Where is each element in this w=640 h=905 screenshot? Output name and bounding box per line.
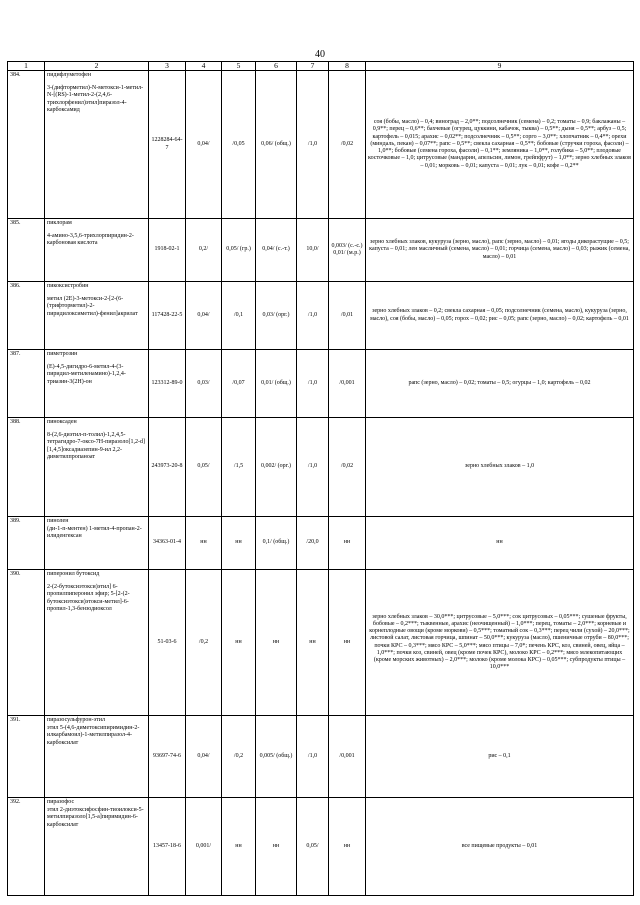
substance-cell xyxy=(45,219,149,282)
row-number: 388. xyxy=(8,418,45,517)
row-number: 392. xyxy=(8,798,45,896)
header-row xyxy=(8,62,634,71)
chemical-name: 8-(2,6-диэтил-п-толил)-1,2,4,5-тетрагидро-7-оксо-7H-пиразоло[1,2-d][1,4,5]оксадиазепин-9-ил 2,2-диметилпропаноат xyxy=(47,432,145,460)
column-header: 1 xyxy=(8,62,45,71)
chemical-name: 3-(дифторметил)-N-метокси-1-метил-N-[(RS)-1-метил-2-(2,4,6-трихлорфенил)этил]пиразол-4-карбоксамид xyxy=(47,85,144,113)
value-cell: /1,5 xyxy=(222,418,256,517)
residue-limits: зерно хлебных злаков – 1,0 xyxy=(366,418,634,517)
chemical-name: этил 5-(4,6-диметоксипиримидин-2-илкарбамоил)-1-метилпиразол-4-карбоксилат xyxy=(47,725,140,746)
table-row xyxy=(8,570,634,716)
substance-name: пиметрозин xyxy=(47,351,78,357)
substance-cell xyxy=(45,798,149,896)
substance-name: пинолен xyxy=(47,518,69,524)
substance-name: пиклорам xyxy=(47,220,72,226)
value-cell: 0,2/ xyxy=(186,219,222,282)
table-row xyxy=(8,282,634,350)
value-cell: нн xyxy=(222,570,256,716)
substance-cell xyxy=(45,517,149,570)
table-row xyxy=(8,517,634,570)
row-number: 385. xyxy=(8,219,45,282)
value-cell: 0,05/ (гр.) xyxy=(222,219,256,282)
substance-cell xyxy=(45,418,149,517)
value-cell: /0,001 xyxy=(329,350,366,418)
value-cell: /0,01 xyxy=(329,282,366,350)
table-row xyxy=(8,798,634,896)
value-cell: /0,07 xyxy=(222,350,256,418)
residue-limits: зерно хлебных злаков – 0,2; свекла сахарная – 0,05; подсолнечник (семена, масло), кукуруза (зерно, масло), соя (бобы, масло) – 0,05; горох – 0,02; рис – 0,05; рапс (зерно, масло) – 0,02; картофель – 0,01 xyxy=(366,282,634,350)
value-cell: /1,0 xyxy=(297,282,329,350)
value-cell: /0,001 xyxy=(329,716,366,798)
page-number: 40 xyxy=(315,49,325,60)
chemical-name: 2-(2-бутоксиэтокси)этил] 6-пропилпиперонил эфир; 5-[2-(2-бутоксиэтокси)этокси-метил]-6-пропил-1,3-бензодиоксол xyxy=(47,584,130,612)
cas-number: 1918-02-1 xyxy=(149,219,186,282)
table-row xyxy=(8,418,634,517)
value-cell: /1,0 xyxy=(297,71,329,219)
value-cell: нн xyxy=(256,798,297,896)
value-cell: 0,005/ (общ.) xyxy=(256,716,297,798)
row-number: 390. xyxy=(8,570,45,716)
residue-limits: нн xyxy=(366,517,634,570)
cas-number: 123312-89-0 xyxy=(149,350,186,418)
value-cell: 0,003/ (с.-с.) 0,01/ (м.р.) xyxy=(329,219,366,282)
value-cell: нн xyxy=(329,570,366,716)
row-number: 389. xyxy=(8,517,45,570)
value-cell: нн xyxy=(297,570,329,716)
value-cell: /1,0 xyxy=(297,418,329,517)
cas-number: 243973-20-8 xyxy=(149,418,186,517)
value-cell: /20,0 xyxy=(297,517,329,570)
chemical-name: 4-амино-3,5,6-трихлорпиридин-2-карбоновая кислота xyxy=(47,233,134,247)
substance-cell xyxy=(45,282,149,350)
value-cell: 0,06/ (общ.) xyxy=(256,71,297,219)
value-cell: /0,2 xyxy=(186,570,222,716)
row-number: 387. xyxy=(8,350,45,418)
chemical-name: этил 2-диэтоксифосфин-тиоилокси-5-метилпиразоло[1,5-a]пиримидин-6-карбоксилат xyxy=(47,807,144,828)
residue-limits: зерно хлебных злаков, кукуруза (зерно, масло), рапс (зерно, масло) – 0,01; ягоды дикорастущие – 0,5; капуста – 0,01; лен масличный (семена, масло) – 0,01; горчица (семена, масло) – 0,03; рыжик (семена, масло) – 0,01 xyxy=(366,219,634,282)
column-header: 9 xyxy=(366,62,634,71)
substance-cell xyxy=(45,570,149,716)
value-cell: нн xyxy=(222,517,256,570)
substance-name: пиноксаден xyxy=(47,419,77,425)
chemical-name: метил (2E)-3-метокси-2-[2-(6-(трифторметил)-2-пиридилоксиметил)-фенил]акрилат xyxy=(47,296,138,317)
value-cell: 0,04/ xyxy=(186,71,222,219)
value-cell: нн xyxy=(329,517,366,570)
cas-number: 51-03-6 xyxy=(149,570,186,716)
value-cell: 0,03/ (орг.) xyxy=(256,282,297,350)
substance-cell xyxy=(45,71,149,219)
column-header: 4 xyxy=(186,62,222,71)
value-cell: нн xyxy=(329,798,366,896)
column-header: 2 xyxy=(45,62,149,71)
value-cell: 0,1/ (общ.) xyxy=(256,517,297,570)
table-row xyxy=(8,71,634,219)
row-number: 386. xyxy=(8,282,45,350)
cas-number: 93697-74-6 xyxy=(149,716,186,798)
value-cell: /1,0 xyxy=(297,716,329,798)
residue-limits: зерно хлебных злаков – 30,0***; цитрусовые – 5,0***; сок цитрусовых – 0,05***; сушеные фрукты, бобовые – 0,2***; тыквенные, арахис (неочищенный) – 1,0***; перец, томаты – 2,0***; корневые и корнеплодные овощи (кроме моркови) – 0,5***; томатный сок – 0,3***; перец чили (сухой) – 20,0***; листовой салат, листовая горчица, шпинат – 50,0***; кукуруза (масло), пшеничные отруби – 80,0***; почки КРС – 0,3***; мясо КРС – 5,0***; мясо птицы – 7,0*; печень КРС, коз, свиней, овец, яйца – 1,0***; почки коз, свиней, овец (кроме почек КРС), молоко КРС – 0,2***; мясо млекопитающих (кроме морских животных) – 2,0***; молоко (кроме молока КРС) – 0,05***; субпродукты птицы – 10,0*** xyxy=(366,570,634,716)
column-header: 6 xyxy=(256,62,297,71)
value-cell: 0,05/ xyxy=(297,798,329,896)
row-number: 391. xyxy=(8,716,45,798)
value-cell: /0,1 xyxy=(222,282,256,350)
residue-limits: все пищевые продукты – 0,01 xyxy=(366,798,634,896)
chemical-name: (E)-4,5-дигидро-6-метил-4-(3-пиридил-метиленамино)-1,2,4-триазин-3(2H)-он xyxy=(47,364,126,385)
row-number: 384. xyxy=(8,71,45,219)
cas-number: 13457-18-6 xyxy=(149,798,186,896)
value-cell: 10,0/ xyxy=(297,219,329,282)
cas-number: 117428-22-5 xyxy=(149,282,186,350)
cas-number: 1228284-64-7 xyxy=(149,71,186,219)
table-row xyxy=(8,350,634,418)
value-cell: нн xyxy=(256,570,297,716)
substance-cell xyxy=(45,350,149,418)
value-cell: 0,01/ (общ.) xyxy=(256,350,297,418)
substance-name: пидифлуметофен xyxy=(47,72,92,78)
substance-name: пиразофос xyxy=(47,799,75,805)
value-cell: нн xyxy=(222,798,256,896)
residue-limits: рапс (зерно, масло) – 0,02; томаты – 0,5; огурцы – 1,0; картофель – 0,02 xyxy=(366,350,634,418)
value-cell: 0,03/ xyxy=(186,350,222,418)
column-header: 7 xyxy=(297,62,329,71)
column-header: 5 xyxy=(222,62,256,71)
value-cell: 0,04/ xyxy=(186,716,222,798)
value-cell: /0,02 xyxy=(329,418,366,517)
value-cell: /0,2 xyxy=(222,716,256,798)
value-cell: /0,05 xyxy=(222,71,256,219)
value-cell: 0,04/ (с.-т.) xyxy=(256,219,297,282)
residue-limits: рис – 0,1 xyxy=(366,716,634,798)
value-cell: 0,002/ (орг.) xyxy=(256,418,297,517)
data-table xyxy=(7,61,634,896)
value-cell: /1,0 xyxy=(297,350,329,418)
column-header: 3 xyxy=(149,62,186,71)
substance-name: пиперонил бутоксид xyxy=(47,571,100,577)
residue-limits: соя (бобы, масло) – 0,4; виноград – 2,0**; подсолнечник (семена) – 0,2; томаты – 0,9; баклажаны – 0,9**; перец – 0,6**; бахчевые (огурец, цуккини, кабачок, тыква) – 0,5**; дыня – 0,5**; арбуз – 0,5; картофель – 0,015; арахис – 0,02**; подсолнечник – 0,5**; сорго – 3,0**; хлопчатник – 0,4**; орехи (миндаль, пекан) – 0,07**; рапс – 0,5**; свекла сахарная – 0,5**; бобовые (стручки гороха, фасоли) – 1,0**; бобовые (семена гороха, фасоли) – 0,1**; земляника – 1,0**, голубика – 5,0**; плодовые косточковые – 1,0; цитрусовые (мандарин, апельсин, лимон, грейпфрут) – 1,0**; зерно хлебных злаков – 0,01; морковь – 0,01; капуста – 0,01; лук – 0,01; кофе – 0,2** xyxy=(366,71,634,219)
substance-name: пикоксистробин xyxy=(47,283,89,289)
value-cell: нн xyxy=(186,517,222,570)
column-header: 8 xyxy=(329,62,366,71)
value-cell: /0,02 xyxy=(329,71,366,219)
table-row xyxy=(8,219,634,282)
table-row xyxy=(8,716,634,798)
value-cell: 0,001/ xyxy=(186,798,222,896)
cas-number: 34363-01-4 xyxy=(149,517,186,570)
substance-name: пиразосульфурон-этил xyxy=(47,717,105,723)
value-cell: 0,04/ xyxy=(186,282,222,350)
chemical-name: (ди-1-п-ментен) 1-метил-4-пропан-2-илиденгексан xyxy=(47,526,142,540)
value-cell: 0,05/ xyxy=(186,418,222,517)
substance-cell xyxy=(45,716,149,798)
